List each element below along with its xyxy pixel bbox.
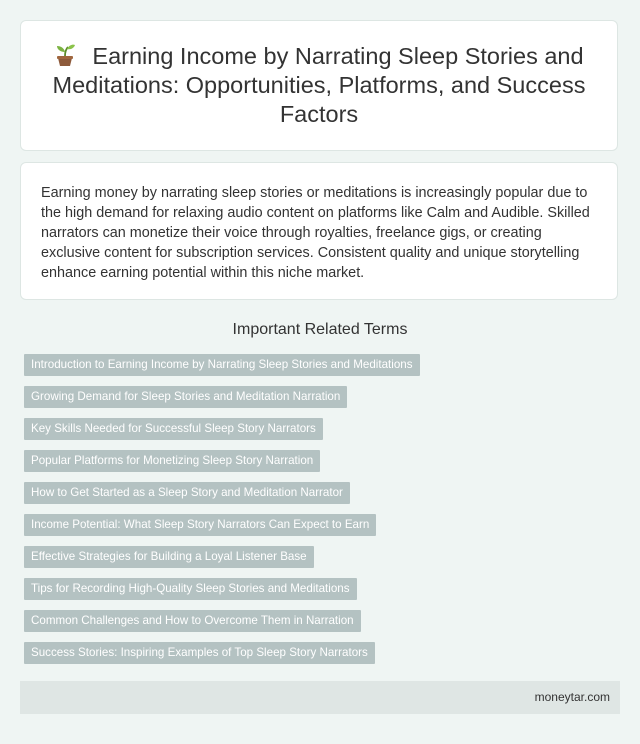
- related-terms-heading: Important Related Terms: [232, 321, 408, 338]
- related-term-tag[interactable]: Tips for Recording High-Quality Sleep Stories and Meditations: [24, 578, 357, 600]
- summary-text: Earning money by narrating sleep stories or meditations is increasingly popular due to the high demand for relaxing audio content on platforms like Calm and Audible. Skilled narrators can monetize their voice through royalties, freelance gigs, or creating exclusive content for subscription services. Consistent quality and unique storytelling enhance earning potential within this niche market.: [41, 185, 590, 281]
- title-card: [20, 20, 618, 151]
- footer: [20, 681, 620, 714]
- related-term-tag[interactable]: Success Stories: Inspiring Examples of Top Sleep Story Narrators: [24, 642, 375, 664]
- related-term-tag[interactable]: How to Get Started as a Sleep Story and Meditation Narrator: [24, 482, 350, 504]
- related-term-tag[interactable]: Income Potential: What Sleep Story Narrators Can Expect to Earn: [24, 514, 376, 536]
- related-term-tag[interactable]: Popular Platforms for Monetizing Sleep Story Narration: [24, 450, 320, 472]
- related-term-tag[interactable]: Effective Strategies for Building a Loyal Listener Base: [24, 546, 314, 568]
- page-title: [43, 42, 595, 129]
- summary-card: [20, 162, 618, 300]
- related-terms-list: [24, 354, 616, 674]
- sprout-icon: [54, 43, 76, 67]
- footer-site-name[interactable]: moneytar.com: [534, 690, 610, 704]
- related-term-tag[interactable]: Key Skills Needed for Successful Sleep Story Narrators: [24, 418, 323, 440]
- related-term-tag[interactable]: Growing Demand for Sleep Stories and Meditation Narration: [24, 386, 347, 408]
- related-term-tag[interactable]: Introduction to Earning Income by Narrating Sleep Stories and Meditations: [24, 354, 420, 376]
- related-term-tag[interactable]: Common Challenges and How to Overcome Them in Narration: [24, 610, 361, 632]
- title-text: Earning Income by Narrating Sleep Stories and Meditations: Opportunities, Platforms, and Success Factors: [52, 43, 586, 127]
